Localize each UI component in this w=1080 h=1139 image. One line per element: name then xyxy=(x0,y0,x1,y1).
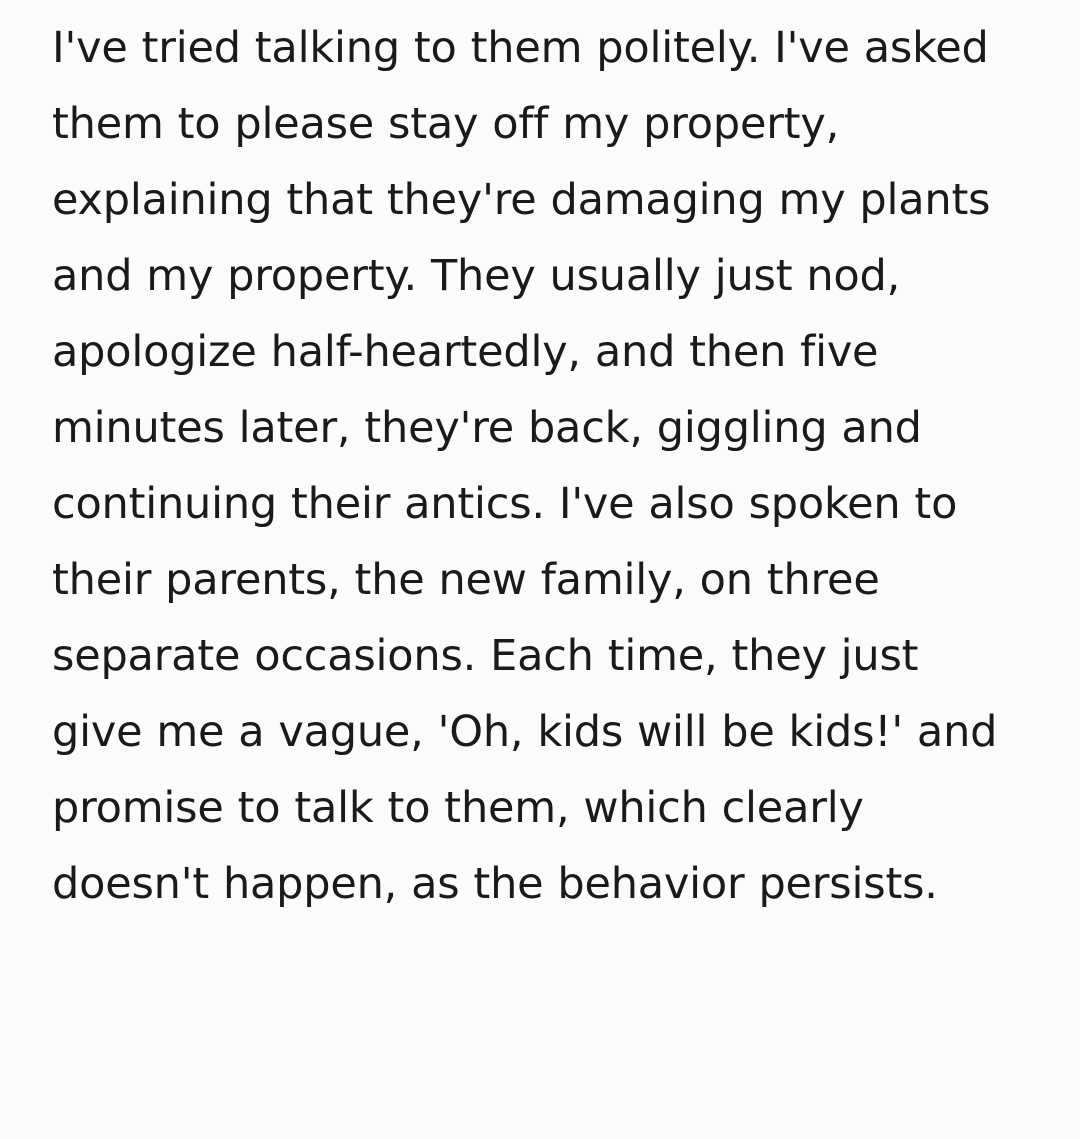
body-paragraph: I've tried talking to them politely. I've asked them to please stay off my property, explaining that they're damaging my plants and my property. They usually just nod, apologize half-heartedly, and then five minutes later, they're back, giggling and continuing their antics. I've also spoken to their parents, the new family, on three separate occasions. Each time, they just give me a vague, 'Oh, kids will be kids!' and promise to talk to them, which clearly doesn't happen, as the behavior persists. xyxy=(52,23,1012,909)
